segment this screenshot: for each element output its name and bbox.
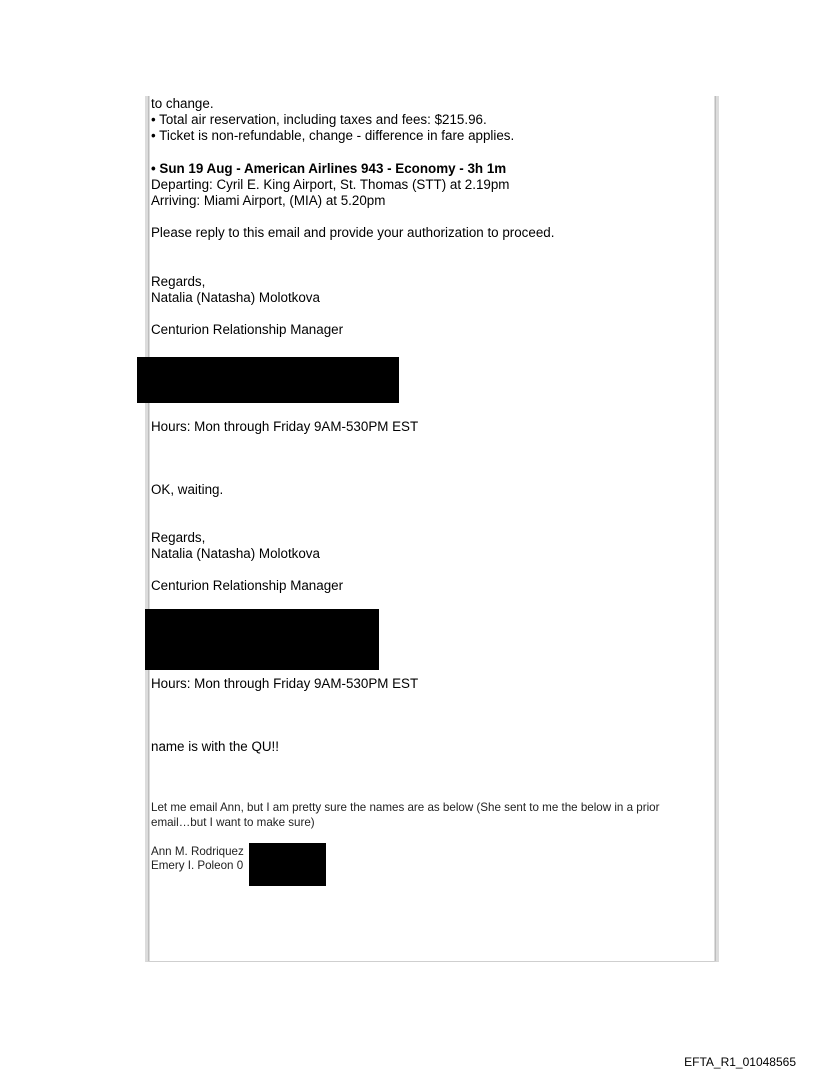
arriving-line: Arriving: Miami Airport, (MIA) at 5.20pm: [151, 193, 386, 208]
signature-name: Natalia (Natasha) Molotkova: [151, 290, 320, 305]
signature-hours: Hours: Mon through Friday 9AM-530PM EST: [151, 676, 419, 691]
signature-name: Natalia (Natasha) Molotkova: [151, 546, 320, 561]
text-to-change: to change.: [151, 96, 214, 111]
signature-title: Centurion Relationship Manager: [151, 578, 344, 593]
signature-title: Centurion Relationship Manager: [151, 322, 344, 337]
ok-waiting-text: OK, waiting.: [151, 482, 224, 497]
reply-text-line: Let me email Ann, but I am pretty sure the names are as below (She sent to me the below in a prior: [151, 801, 660, 814]
passenger-name: Ann M. Rodriquez: [151, 845, 244, 858]
authorization-request: Please reply to this email and provide your authorization to proceed.: [151, 225, 555, 240]
bullet-ticket-nonrefundable: • Ticket is non-refundable, change - difference in fare applies.: [151, 128, 515, 143]
reply-text-line: email…but I want to make sure): [151, 816, 315, 829]
passenger-name: Emery I. Poleon 0: [151, 859, 244, 872]
redaction-block: [137, 357, 399, 403]
name-qu-note: name is with the QU!!: [151, 739, 280, 754]
signature-regards: Regards,: [151, 530, 206, 545]
redaction-block: [249, 843, 326, 886]
redaction-block: [145, 609, 379, 670]
flight-header: • Sun 19 Aug - American Airlines 943 - Economy - 3h 1m: [151, 161, 507, 176]
signature-hours: Hours: Mon through Friday 9AM-530PM EST: [151, 419, 419, 434]
document-id: EFTA_R1_01048565: [684, 1055, 796, 1069]
departing-line: Departing: Cyril E. King Airport, St. Thomas (STT) at 2.19pm: [151, 177, 510, 192]
bullet-total-reservation: • Total air reservation, including taxes and fees: $215.96.: [151, 112, 487, 127]
signature-regards: Regards,: [151, 274, 206, 289]
